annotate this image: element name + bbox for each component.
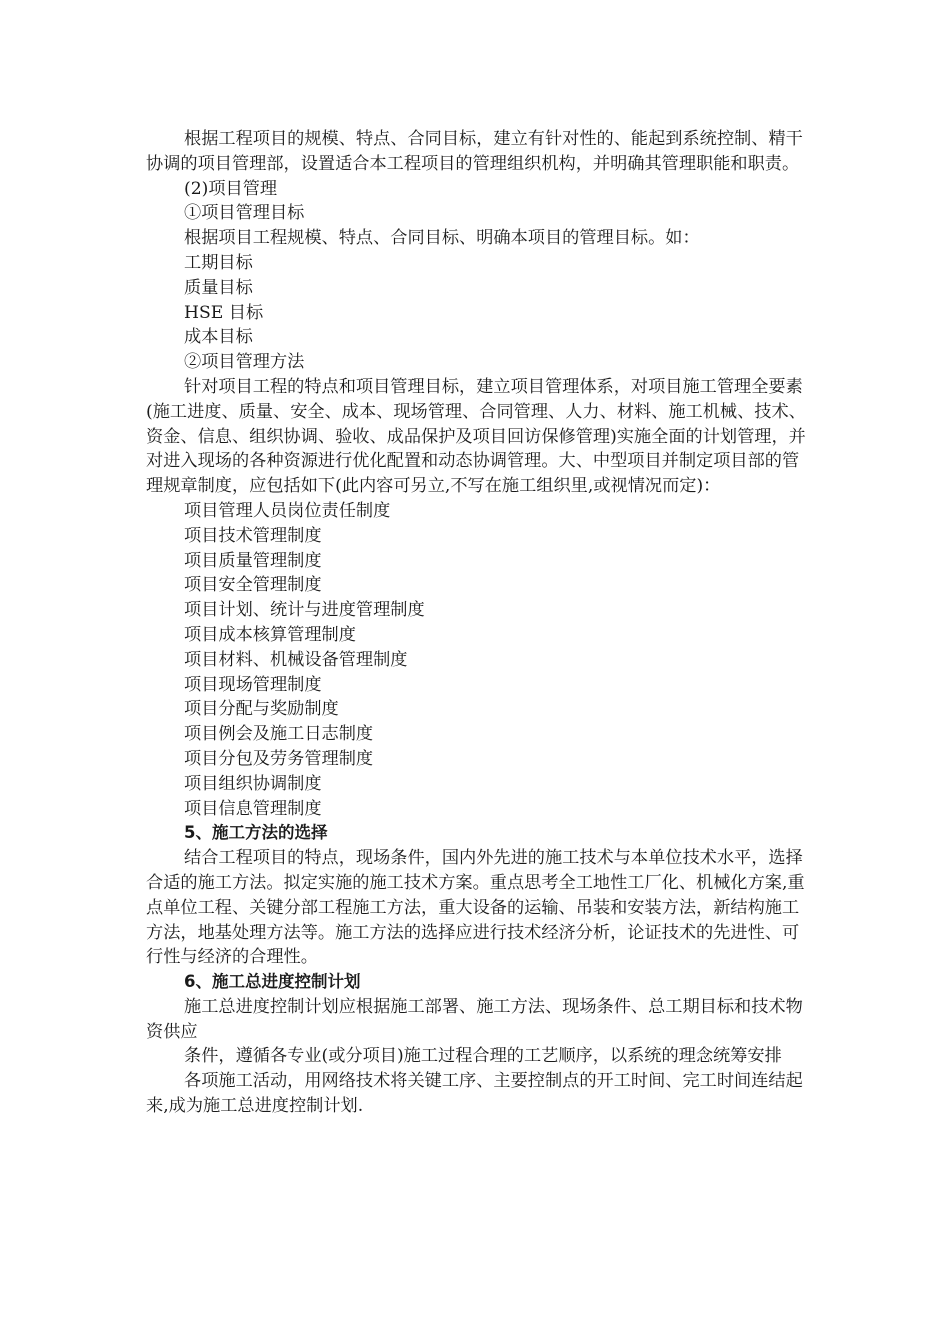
list-item: HSE 目标 [184,302,264,323]
list-item: 项目分包及劳务管理制度 [184,748,374,769]
paragraph: 根据工程项目的规模、特点、合同目标，建立有针对性的、能起到系统控制、精干协调的项目管理部，设置适合本工程项目的管理组织机构，并明确其管理职能和职责。 [146,129,803,174]
paragraph: 结合工程项目的特点，现场条件，国内外先进的施工技术与本单位技术水平，选择合适的施工方法。拟定实施的施工技术方案。重点思考全工地性工厂化、机械化方案,重点单位工程、关键分部工程施工方法，重大设备的运输、吊装和安装方法，新结构施工方法，地基处理方法等。施工方法的选择应进行技术经济分析，论证技术的先进性、可行性与经济的合理性。 [146,848,805,968]
section-heading-construction-methods: 5、施工方法的选择 [184,823,328,843]
list-item: 项目管理人员岗位责任制度 [184,500,391,521]
list-item: 项目分配与奖励制度 [184,699,339,720]
list-item: 项目质量管理制度 [184,550,322,571]
list-item: 项目材料、机械设备管理制度 [184,649,408,670]
list-item: 项目技术管理制度 [184,525,322,546]
paragraph: 根据项目工程规模、特点、合同目标、明确本项目的管理目标。如： [184,228,700,249]
section-heading-master-schedule: 6、施工总进度控制计划 [184,972,361,992]
list-item: 项目计划、统计与进度管理制度 [184,600,425,621]
paragraph: 各项施工活动，用网络技术将关键工序、主要控制点的开工时间、完工时间连结起来,成为施工总进度控制计划. [146,1071,803,1117]
list-item: 质量目标 [184,277,253,298]
list-item: 项目例会及施工日志制度 [184,724,374,745]
document-body [146,127,806,1119]
list-item: 项目现场管理制度 [184,674,322,695]
section-heading-project-management: (2)项目管理 [184,178,278,199]
subheading-management-goals: ①项目管理目标 [184,203,305,224]
paragraph: 施工总进度控制计划应根据施工部署、施工方法、现场条件、总工期目标和技术物资供应 [146,996,803,1042]
list-item: 项目信息管理制度 [184,798,322,819]
subheading-management-methods: ②项目管理方法 [184,352,305,373]
paragraph: 针对项目工程的特点和项目管理目标，建立项目管理体系，对项目施工管理全要素(施工进度、质量、安全、成本、现场管理、合同管理、人力、材料、施工机械、技术、资金、信息、组织协调、验收、成品保护及项目回访保修管理)实施全面的计划管理，并对进入现场的各种资源进行优化配置和动态协调管理。大、中型项目并制定项目部的管理规章制度，应包括如下(此内容可另立,不写在施工组织里,或视情况而定)： [146,376,806,497]
list-item: 项目安全管理制度 [184,575,322,596]
list-item: 成本目标 [184,327,253,348]
list-item: 项目成本核算管理制度 [184,624,356,645]
list-item: 项目组织协调制度 [184,773,322,794]
list-item: 工期目标 [184,252,253,273]
paragraph: 条件，遵循各专业(或分项目)施工过程合理的工艺顺序，以系统的理念统筹安排 [184,1046,782,1067]
